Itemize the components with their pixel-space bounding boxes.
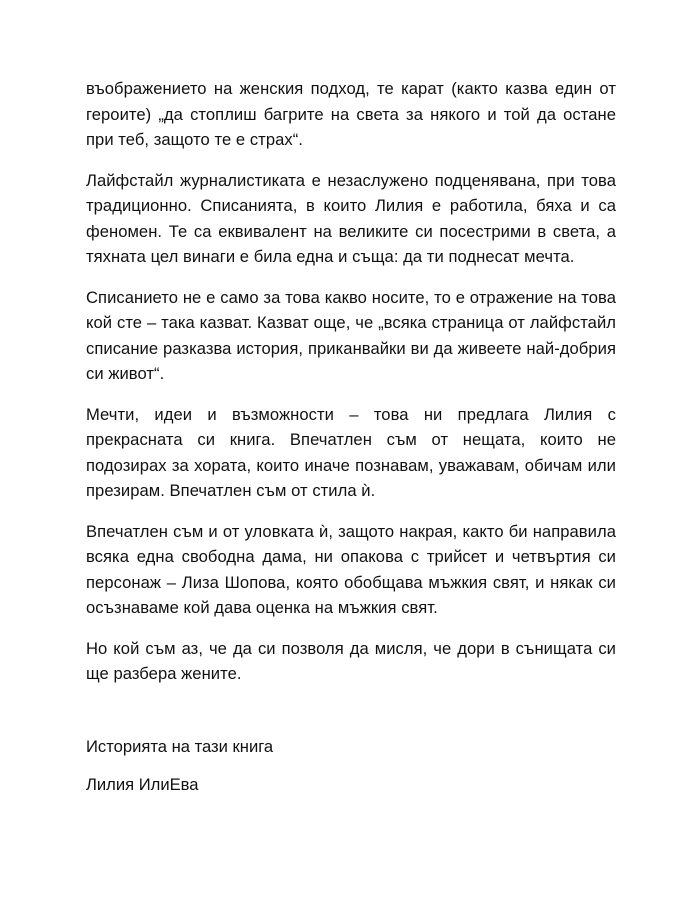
paragraph-4: Мечти, идеи и възможности – това ни предлага Лилия с прекрасната си книга. Впечатлен съм от нещата, които не подозирах за хората, които иначе познавам, уважавам, обичам или презирам. Впечатлен съм от стила ѝ. <box>86 404 616 500</box>
paragraph-6: Но кой съм аз, че да си позволя да мисля, че дори в сънищата си ще разбера жените. <box>86 638 616 683</box>
paragraph-2: Лайфстайл журналистиката е незаслужено подценявана, при това традиционно. Списанията, в които Лилия е работила, бяха и са феномен. Те са еквивалент на великите си посестрими в света, а тяхната цел винаги е била една и съща: да ти поднесат мечта. <box>86 170 616 266</box>
paragraph-1: въображението на женския подход, те карат (както казва един от героите) „да стоплиш багрите на света за някого и той да остане при теб, защото те е страх“. <box>86 79 616 149</box>
closing-author: Лилия ИлиЕва <box>86 775 199 794</box>
document-body <box>86 76 616 702</box>
closing-title: Историята на тази книга <box>86 737 274 756</box>
paragraph-5: Впечатлен съм и от уловката ѝ, защото накрая, както би направила всяка една свободна дама, ни опакова с трийсет и четвъртия си персонаж – Лиза Шопова, която обобщава мъжкия свят, и някак си осъзнаваме кой дава оценка на мъжкия свят. <box>86 521 616 617</box>
paragraph-3: Списанието не е само за това какво носите, то е отражение на това кой сте – така казват. Казват още, че „всяка страница от лайфстайл списание разказва история, приканвайки ви да живеете най-добрия си живот“. <box>86 287 616 383</box>
closing-block <box>86 736 616 812</box>
